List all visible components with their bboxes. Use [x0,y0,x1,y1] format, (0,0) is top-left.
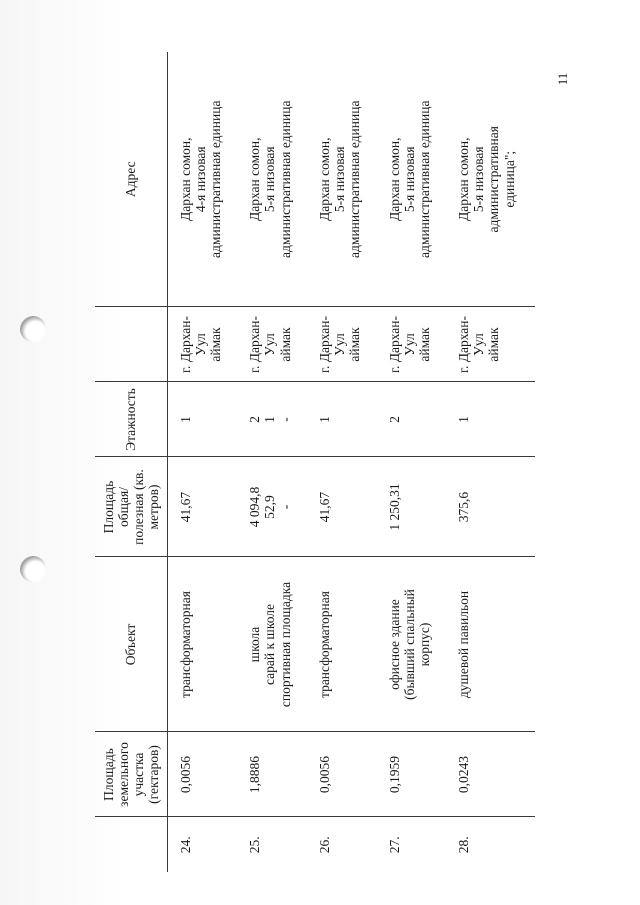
floors-cell: 2 [377,382,447,457]
total-area-cell: 41,67 [307,457,377,557]
table-header-row [95,52,167,872]
floors-cell: 2 1 - [237,382,307,457]
header-object: Объект [95,557,167,732]
header-total-area: Площадь общая/полезная (кв. метров) [95,457,167,557]
floors-cell: 1 [167,382,237,457]
table-row [377,52,447,872]
row-number: 27. [386,836,402,854]
table-row [167,52,237,872]
land-area-cell: 0,0056 [167,732,237,817]
total-area-cell: 375,6 [446,457,535,557]
rotated-table-wrapper [95,52,535,872]
address-cell: Дархан сомон, 4-я низовая административная единица [167,52,237,307]
object-cell: школа сарай к школе спортивная площадка [237,557,307,732]
page-number: 11 [555,72,570,86]
property-table [95,52,535,872]
city-cell: г. Дархан- Уул аймак [237,307,307,382]
address-cell: Дархан сомон, 5-я низовая административная единица"; [446,52,535,307]
header-city [95,307,167,382]
row-number: 25. [247,836,263,854]
header-floors: Этажность [95,382,167,457]
floors-cell: 1 [446,382,535,457]
total-area-cell: 1 250,31 [377,457,447,557]
row-number: 28. [456,836,472,854]
header-address: Адрес [95,52,167,307]
object-cell: трансформаторная [167,557,237,732]
row-number: 26. [316,836,332,854]
object-cell: офисное здание (бывший спальный корпус) [377,557,447,732]
address-cell: Дархан сомон, 5-я низовая административная единица [377,52,447,307]
total-area-cell: 4 094,8 52,9 - [237,457,307,557]
row-number: 24. [177,836,193,854]
punch-hole-mark [20,556,46,582]
object-cell: душевой павильон [446,557,535,732]
header-number [95,817,167,872]
table-row [237,52,307,872]
land-area-cell: 0,0056 [307,732,377,817]
land-area-cell: 1,8886 [237,732,307,817]
punch-hole-mark [20,316,46,342]
address-cell: Дархан сомон, 5-я низовая административная единица [307,52,377,307]
header-land-area: Площадь земельного участка (гектаров) [95,732,167,817]
table-row [307,52,377,872]
city-cell: г. Дархан- Уул аймак [377,307,447,382]
land-area-cell: 0,0243 [446,732,535,817]
floors-cell: 1 [307,382,377,457]
land-area-cell: 0,1959 [377,732,447,817]
city-cell: г. Дархан- Уул аймак [446,307,535,382]
city-cell: г. Дархан- Уул аймак [307,307,377,382]
object-cell: трансформаторная [307,557,377,732]
city-cell: г. Дархан- Уул аймак [167,307,237,382]
table-row [446,52,535,872]
address-cell: Дархан сомон, 5-я низовая административная единица [237,52,307,307]
total-area-cell: 41,67 [167,457,237,557]
